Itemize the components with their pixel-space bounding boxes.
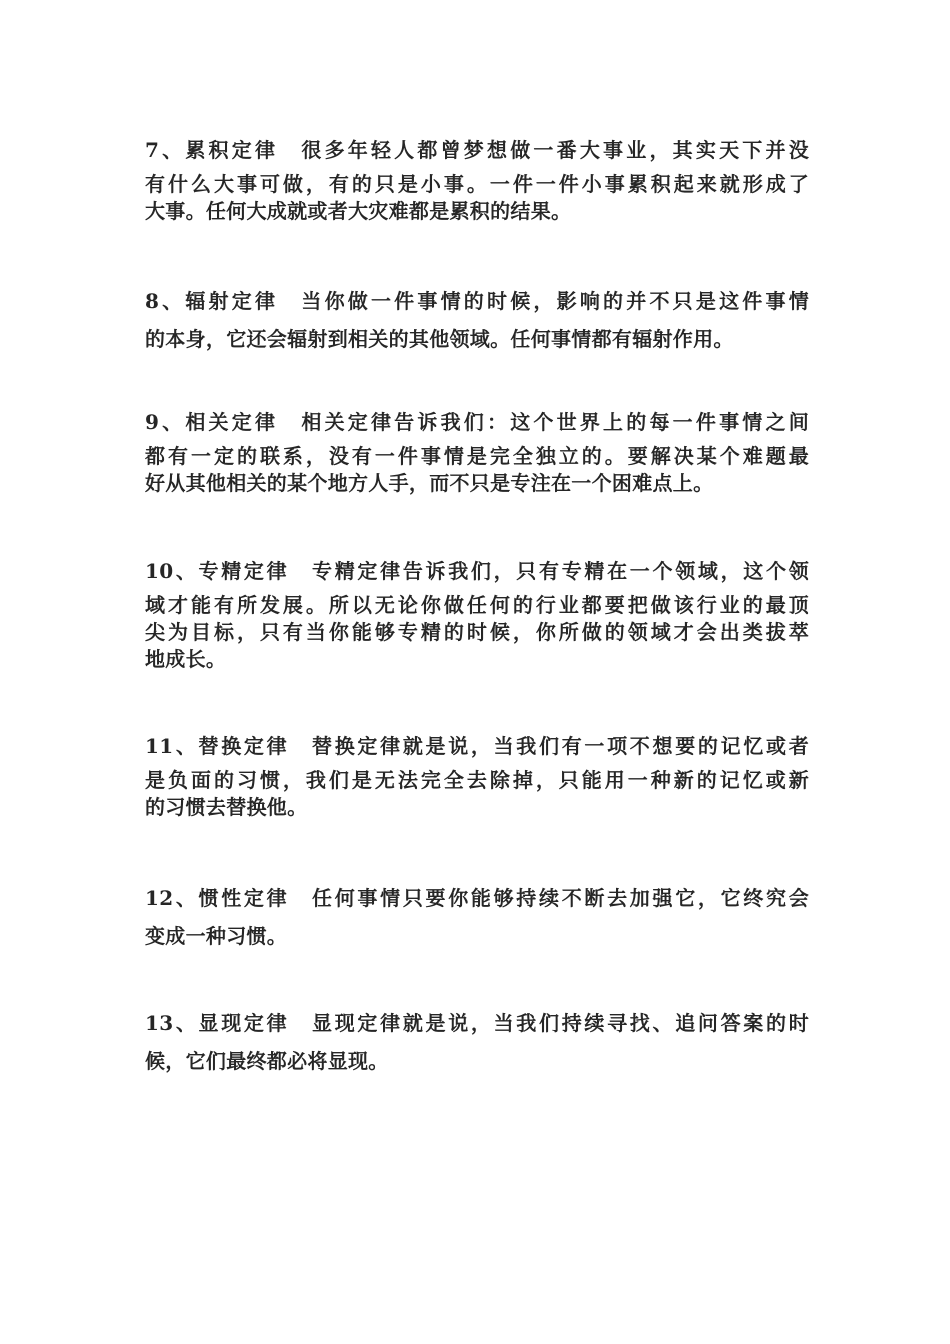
text-line: 10、专精定律 专精定律告诉我们，只有专精在一个领域，这个领 bbox=[145, 559, 809, 583]
law-10-paragraph bbox=[145, 555, 809, 673]
text-line: 9、相关定律 相关定律告诉我们：这个世界上的每一件事情之间 bbox=[145, 410, 809, 434]
text-line: 的习惯去替换他。 bbox=[145, 795, 308, 819]
text-line: 尖为目标，只有当你能够专精的时候，你所做的领域才会出类拔萃 bbox=[145, 620, 809, 644]
text-line: 大事。任何大成就或者大灾难都是累积的结果。 bbox=[145, 199, 572, 223]
law-7-paragraph bbox=[145, 134, 809, 225]
text-line: 候，它们最终都必将显现。 bbox=[145, 1049, 389, 1073]
text-line: 好从其他相关的某个地方人手，而不只是专注在一个困难点上。 bbox=[145, 471, 714, 495]
text-line: 域才能有所发展。所以无论你做任何的行业都要把做该行业的最顶 bbox=[145, 593, 809, 617]
text-line: 7、累积定律 很多年轻人都曾梦想做一番大事业，其实天下并没 bbox=[145, 138, 809, 162]
law-8-paragraph bbox=[145, 282, 809, 358]
law-13-paragraph bbox=[145, 1004, 809, 1080]
text-line: 12、惯性定律 任何事情只要你能够持续不断去加强它，它终究会 bbox=[145, 886, 809, 910]
text-line: 有什么大事可做，有的只是小事。一件一件小事累积起来就形成了 bbox=[145, 172, 809, 196]
text-line: 变成一种习惯。 bbox=[145, 924, 288, 948]
text-line: 11、替换定律 替换定律就是说，当我们有一项不想要的记忆或者 bbox=[145, 734, 809, 758]
law-11-paragraph bbox=[145, 730, 809, 821]
text-line: 8、辐射定律 当你做一件事情的时候，影响的并不只是这件事情 bbox=[145, 289, 809, 313]
text-line: 的本身，它还会辐射到相关的其他领域。任何事情都有辐射作用。 bbox=[145, 327, 734, 351]
text-line: 地成长。 bbox=[145, 647, 227, 671]
text-line: 13、显现定律 显现定律就是说，当我们持续寻找、追问答案的时 bbox=[145, 1011, 809, 1035]
text-line: 都有一定的联系，没有一件事情是完全独立的。要解决某个难题最 bbox=[145, 444, 809, 468]
law-12-paragraph bbox=[145, 879, 809, 955]
law-9-paragraph bbox=[145, 406, 809, 497]
text-line: 是负面的习惯，我们是无法完全去除掉，只能用一种新的记忆或新 bbox=[145, 768, 809, 792]
